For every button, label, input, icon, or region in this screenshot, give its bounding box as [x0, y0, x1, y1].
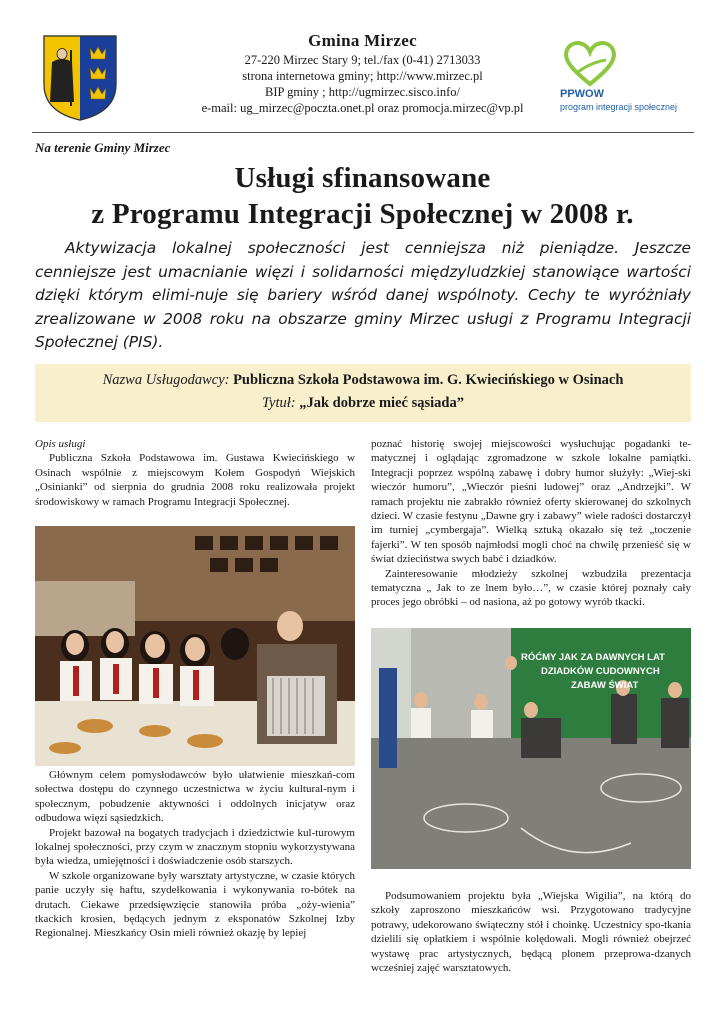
right-column-bottom [371, 889, 691, 975]
email-line[interactable]: e-mail: ug_mirzec@poczta.onet.pl oraz promocja.mirzec@vp.pl [201, 101, 524, 115]
provider-name-key: Nazwa Usługodawcy: [102, 372, 234, 388]
provider-title-key: Tytuł: [262, 395, 300, 411]
photo-children-playing [371, 628, 691, 869]
letterhead [0, 0, 725, 130]
article-title-line1: Usługi sfinansowane [234, 162, 491, 194]
provider-title-value: „Jak dobrze mieć sąsiada” [299, 395, 464, 411]
photo-sign-line2: DZIADKÓW CUDOWNYCH [541, 666, 660, 677]
bip-line[interactable]: BIP gminy ; http://ugmirzec.sisco.info/ [264, 85, 460, 99]
paragraph: Głównym celem pomysłodawców było ułatwienie mieszkań-com sołectwa dostępu do czynnego uczestnictwa w życiu kultural-nym i społecznym, pobudzenie aktywności i oddolnych inicjatyw oraz odbudowa więzi sąsiedzkich. [35, 769, 355, 825]
paragraph: Zainteresowanie młodzieży szkolnej wzbudziła prezentacja tematyczna „ Jak to ze lnem było…”, w czasie której poznały cały proces jego obróbki – od nasiona, aż po gotowy wyrób tkacki. [371, 567, 691, 609]
photo-folk-gathering-image [35, 526, 355, 766]
ppwow-logo [558, 38, 698, 118]
lead-paragraph [35, 237, 691, 355]
paragraph: Podsumowaniem projektu była „Wiejska Wigilia”, na którą do szkoły zaproszono mieszkańców wsi. Przygotowano tradycyjne potrawy, udekorowano świąteczny stół i choinkę. Uczestnicy spo-tkania dzielili się opłatkiem i wspólnie kolędowali. Mogli również obejrzeć wystawę prac artystycznych, będącą plonem przeprowa-dzanych wcześniej zajęć warsztatowych. [371, 890, 691, 975]
coat-of-arms-icon [40, 32, 120, 122]
ppwow-heart-icon [560, 38, 620, 88]
paragraph: poznać historię swojej miejscowości wysłuchując pogadanki te-matycznej i oglądając zgromadzone w szkole lokalne pamiątki. Integracji poprzez wspólną zabawę i dobry humor służyły: „Wiej-ski wieczór humoru”, „Wieczór pieśni ludowej” oraz „Andrzejki”. W ramach projektu nie zabrakło również oferty skierowanej do szkolnych dzieci. W czasie festynu „Dawne gry i zabawy” wiele radości dostarczył im turniej „cymbergaja”. Wielką sztuką okazało się też „toczenie fajerki”. W ten sposób najmłodsi mogli choć na chwilę przenieść się w świat dzieciństwa swych babć i dziadków. [371, 438, 691, 566]
photo-sign-line1: RÓĆMY JAK ZA DAWNYCH LAT [521, 652, 665, 663]
provider-name-value: Publiczna Szkoła Podstawowa im. G. Kwiecińskiego w Osinach [233, 372, 624, 388]
provider-box [35, 364, 691, 422]
photo-sign-line3: ZABAW ŚWIAT [571, 680, 639, 691]
municipality-contact [150, 30, 575, 116]
header-divider [32, 132, 694, 133]
section-label: Na terenie Gminy Mirzec [35, 140, 171, 155]
photo-children-playing-image [371, 628, 691, 869]
lead-text: Aktywizacja lokalnej społeczności jest cenniejsza niż pieniądze. Jeszcze cenniejsze jest umacnianie więzi i solidarności międzyludzkiej stanowiące wartości dzięki którym elimi-nuje się bariery wśród danej wspólnoty. Cechy te wyróżniały zrealizowane w 2008 roku na obszarze gminy Mirzec usługi z Programu Integracji Społecznej (PIS). [35, 239, 691, 351]
paragraph: W szkole organizowane były warsztaty artystyczne, w czasie których panie uczyły się haftu, szydełkowania i wykonywania ro-bótek na drutach. Ciekawe przedsięwzięcie stanowiła próba „oży-wienia” tkackich krosien, będących jednym z eksponatów Szkolnej Izby Regionalnej. Mieszkańcy Osin mieli również okazję by lepiej [35, 869, 355, 940]
article-title [20, 160, 705, 232]
left-column-bottom [35, 768, 355, 941]
ppwow-label: PPWOW [560, 88, 604, 100]
left-column-top [35, 437, 355, 509]
right-column-top [371, 437, 691, 610]
photo-folk-gathering [35, 526, 355, 766]
paragraph: Projekt bazował na bogatych tradycjach i dziedzictwie kul-turowym lokalnej społeczności, przy czym w znacznym stopniu wykorzystywana była wiedza, umiejętności i doświadczenie osób starszych. [35, 826, 355, 868]
provider-title-row [35, 392, 691, 415]
website-line[interactable]: strona internetowa gminy; http://www.mirzec.pl [242, 69, 483, 83]
municipality-name: Gmina Mirzec [308, 31, 417, 50]
article-title-line2: z Programu Integracji Społecznej w 2008 r. [91, 198, 634, 230]
provider-name-row [35, 369, 691, 392]
ppwow-subtitle: program integracji społecznej [560, 102, 678, 112]
address-line: 27-220 Mirzec Stary 9; tel./fax (0-41) 2713033 [244, 53, 481, 67]
paragraph: Publiczna Szkoła Podstawowa im. Gustawa Kwiecińskiego w Osinach wspólnie z miejscowym Kołem Gospodyń Wiejskich „Osinianki” od sierpnia do grudnia 2008 roku realizowała projekt środowiskowy w ramach Programu Integracji Społecznej. [35, 452, 355, 508]
opis-label: Opis usługi [35, 438, 86, 450]
